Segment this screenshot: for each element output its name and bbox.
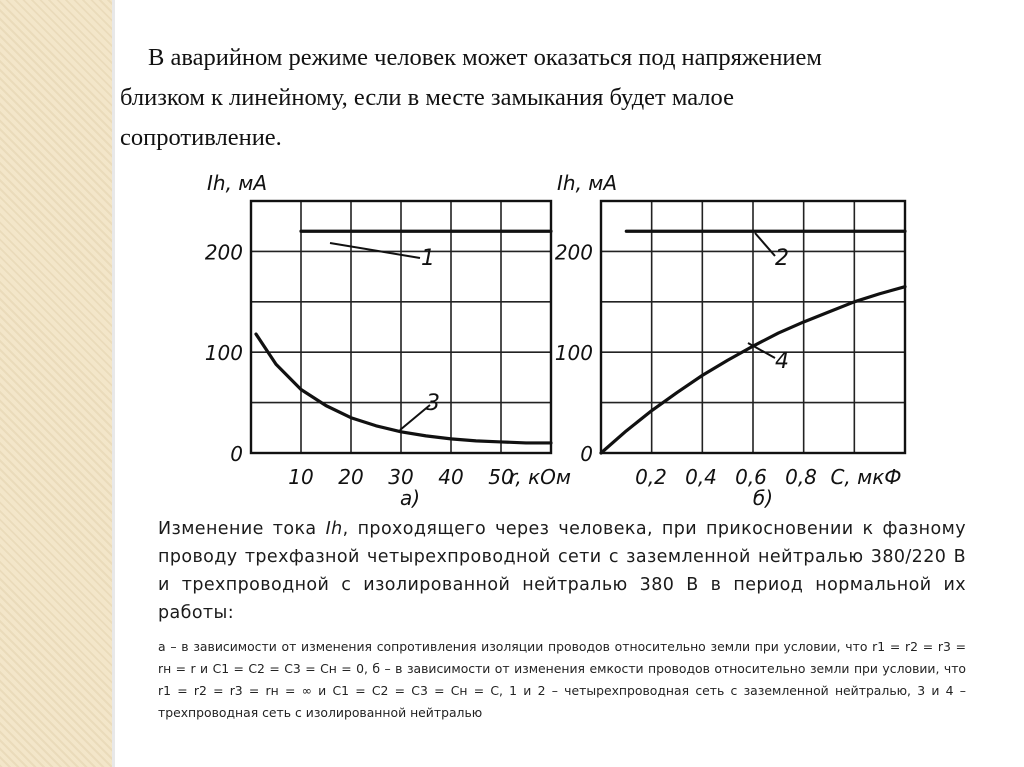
y-tick-label: 100 (204, 341, 243, 366)
x-tick-label: 30 (388, 465, 414, 489)
series-label: 2 (775, 246, 789, 271)
figure-caption-note: а – в зависимости от изменения сопротивления изоляции проводов относительно земли при условии, что r1 = r2 = r3 = rн = r и C1 = C2 = C3 = Cн = 0, б – в зависимости от изменения емкости проводов относительно земли при условии, что r1 = r2 = r3 = rн = ∞ и C1 = C2 = C3 = Cн = C, 1 и 2 – четырехпроводная сеть с заземленной нейтралью, 3 и 4 – трехпроводная сеть с изолированной нейтралью (158, 639, 966, 720)
x-axis-title: C, мкФ (830, 465, 902, 489)
y-axis-title: Ih, мА (557, 171, 618, 195)
x-tick-label: 10 (288, 465, 314, 489)
chart-panel-label: а) (399, 486, 421, 510)
y-tick-label: 100 (554, 341, 593, 366)
y-tick-label: 0 (580, 442, 593, 466)
series-label: 3 (426, 391, 440, 416)
caption-symbol: Ih (325, 519, 343, 539)
chart-b (555, 171, 905, 510)
caption-part1: Изменение тока (158, 519, 326, 539)
y-tick-label: 200 (554, 240, 593, 265)
chart-panel-label: б) (752, 486, 774, 510)
slide-heading: В аварийном режиме человек может оказаться под напряжением близком к линейному, если в месте замыкания будет малое сопротивление. (120, 44, 822, 151)
x-tick-label: 0,6 (735, 465, 767, 489)
series-callout-line (755, 233, 775, 256)
series-label: 1 (421, 246, 435, 271)
series-label: 4 (775, 349, 789, 374)
series-callout-line (748, 343, 775, 358)
x-tick-label: 20 (338, 465, 364, 489)
x-axis-title: r, кОм (508, 465, 572, 489)
series-callout-line (330, 243, 420, 258)
figure-caption (158, 515, 966, 627)
y-tick-label: 0 (230, 442, 243, 466)
y-tick-label: 200 (204, 240, 243, 265)
y-axis-title: Ih, мА (207, 171, 268, 195)
caption-part2: , проходящего через человека, при прикосновении к фазному проводу трехфазной четырехпроводной сети с заземленной нейтралью 380/220 В и трехпроводной с изолированной нейтралью 380 В в период нормальной их работы: (158, 519, 966, 623)
x-tick-label: 0,8 (785, 465, 817, 489)
x-tick-label: 0,4 (685, 465, 717, 489)
chart-a (205, 171, 571, 510)
x-tick-label: 40 (438, 465, 464, 489)
x-tick-label: 50 (488, 465, 514, 489)
x-tick-label: 0,2 (635, 465, 667, 489)
